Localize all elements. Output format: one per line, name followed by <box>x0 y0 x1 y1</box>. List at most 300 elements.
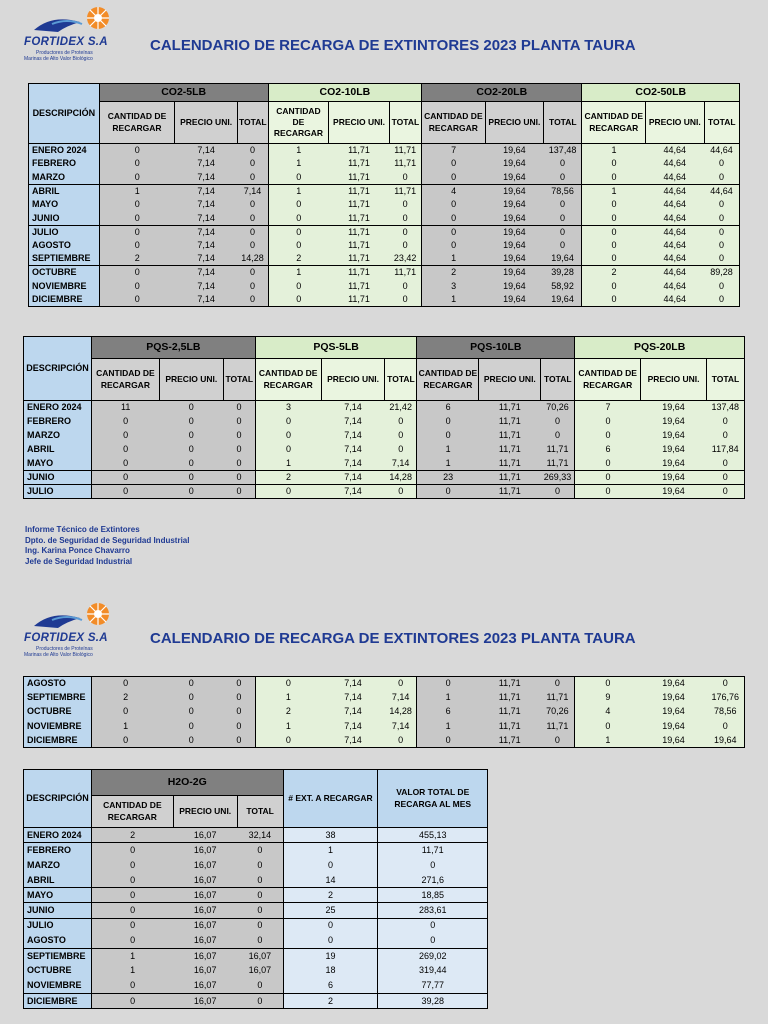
company-name: FORTIDEX S.A <box>24 632 108 644</box>
value-cell: 137,48 <box>706 401 744 415</box>
value-cell: 11,71 <box>479 705 541 719</box>
value-cell: 0 <box>389 198 421 212</box>
month-cell: DICIEMBRE <box>24 733 92 747</box>
value-cell: 0 <box>268 239 329 253</box>
value-cell: 4 <box>575 705 641 719</box>
table-row <box>24 485 745 499</box>
value-cell: 0 <box>283 933 378 948</box>
value-cell: 0 <box>99 144 175 158</box>
value-cell: 1 <box>99 184 175 198</box>
value-cell: 44,64 <box>646 157 705 171</box>
value-cell: 7,14 <box>385 719 417 733</box>
value-cell: 0 <box>91 994 173 1009</box>
col-cantidad: CANTIDAD DE RECARGAR <box>91 359 159 401</box>
table-row <box>29 144 740 158</box>
month-cell: JUNIO <box>29 211 100 225</box>
value-cell: 7,14 <box>175 144 238 158</box>
value-cell: 9 <box>575 691 641 705</box>
value-cell: 0 <box>159 691 223 705</box>
value-cell: 11,71 <box>329 225 390 239</box>
value-cell: 7,14 <box>321 429 385 443</box>
value-cell: 0 <box>544 157 582 171</box>
value-cell: 0 <box>706 457 744 471</box>
value-cell: 11,71 <box>378 843 488 858</box>
table-row <box>29 252 740 266</box>
value-cell: 0 <box>159 443 223 457</box>
value-cell: 1 <box>422 252 486 266</box>
value-cell: 39,28 <box>544 266 582 280</box>
value-cell: 0 <box>385 429 417 443</box>
col-total: TOTAL <box>223 359 255 401</box>
value-cell: 0 <box>159 485 223 499</box>
value-cell: 0 <box>237 157 268 171</box>
month-cell: OCTUBRE <box>24 963 92 978</box>
company-name: FORTIDEX S.A <box>24 36 108 48</box>
col-total: TOTAL <box>706 359 744 401</box>
value-cell: 11,71 <box>479 733 541 747</box>
value-cell: 1 <box>283 843 378 858</box>
col-precio: PRECIO UNI. <box>646 102 705 144</box>
value-cell: 6 <box>283 978 378 993</box>
value-cell: 18 <box>283 963 378 978</box>
value-cell: 77,77 <box>378 978 488 993</box>
value-cell: 0 <box>237 225 268 239</box>
value-cell: 19,64 <box>485 144 544 158</box>
value-cell: 271,6 <box>378 873 488 888</box>
col-cantidad: CANTIDAD DE RECARGAR <box>91 796 173 828</box>
value-cell: 39,28 <box>378 994 488 1009</box>
month-cell: ABRIL <box>24 873 92 888</box>
value-cell: 269,33 <box>541 471 575 485</box>
month-cell: MAYO <box>24 888 92 903</box>
col-total: TOTAL <box>237 796 283 828</box>
value-cell: 19,64 <box>641 705 707 719</box>
value-cell: 44,64 <box>646 279 705 293</box>
value-cell: 0 <box>385 733 417 747</box>
value-cell: 0 <box>223 457 255 471</box>
footer-line-1: Informe Técnico de Extintores <box>25 525 140 534</box>
table-row <box>24 705 745 719</box>
value-cell: 0 <box>704 293 739 307</box>
value-cell: 11,71 <box>329 279 390 293</box>
value-cell: 0 <box>99 266 175 280</box>
value-cell: 11,71 <box>541 443 575 457</box>
month-cell: DICIEMBRE <box>24 994 92 1009</box>
table-row <box>29 293 740 307</box>
table-row <box>29 225 740 239</box>
month-cell: JULIO <box>29 225 100 239</box>
value-cell: 0 <box>91 918 173 933</box>
value-cell: 19,64 <box>485 279 544 293</box>
value-cell: 0 <box>417 485 479 499</box>
value-cell: 23,42 <box>389 252 421 266</box>
value-cell: 11,71 <box>479 677 541 691</box>
value-cell: 7,14 <box>385 691 417 705</box>
value-cell: 21,42 <box>385 401 417 415</box>
value-cell: 7,14 <box>321 471 385 485</box>
value-cell: 44,64 <box>646 293 705 307</box>
value-cell: 0 <box>389 239 421 253</box>
value-cell: 0 <box>237 873 283 888</box>
value-cell: 19,64 <box>641 733 707 747</box>
value-cell: 0 <box>704 239 739 253</box>
col-total: TOTAL <box>541 359 575 401</box>
table-row <box>29 157 740 171</box>
table-row <box>29 198 740 212</box>
value-cell: 70,26 <box>541 401 575 415</box>
value-cell: 0 <box>704 198 739 212</box>
value-cell: 11,71 <box>479 485 541 499</box>
logo-fish-wheel-icon <box>22 600 122 634</box>
value-cell: 44,64 <box>646 198 705 212</box>
value-cell: 7,14 <box>175 171 238 185</box>
col-cantidad: CANTIDAD DE RECARGAR <box>255 359 321 401</box>
value-cell: 0 <box>541 733 575 747</box>
table-row <box>24 903 488 918</box>
value-cell: 19,64 <box>485 225 544 239</box>
value-cell: 16,07 <box>173 888 237 903</box>
value-cell: 44,64 <box>646 225 705 239</box>
table-row <box>24 828 488 843</box>
page-title: CALENDARIO DE RECARGA DE EXTINTORES 2023 PLANTA TAURA <box>150 37 636 54</box>
month-cell: ENERO 2024 <box>29 144 100 158</box>
month-cell: NOVIEMBRE <box>29 279 100 293</box>
table-row <box>24 471 745 485</box>
value-cell: 11,71 <box>479 471 541 485</box>
value-cell: 3 <box>422 279 486 293</box>
col-descripcion: DESCRIPCIÓN <box>24 337 92 401</box>
value-cell: 0 <box>91 978 173 993</box>
value-cell: 1 <box>417 719 479 733</box>
value-cell: 6 <box>417 705 479 719</box>
value-cell: 0 <box>91 471 159 485</box>
value-cell: 0 <box>385 485 417 499</box>
value-cell: 44,64 <box>646 252 705 266</box>
company-tagline-1: Productores de Proteínas <box>36 50 93 56</box>
value-cell: 0 <box>91 429 159 443</box>
month-cell: JULIO <box>24 485 92 499</box>
value-cell: 0 <box>223 705 255 719</box>
month-cell: MAYO <box>29 198 100 212</box>
value-cell: 11,71 <box>329 144 390 158</box>
value-cell: 0 <box>575 457 641 471</box>
value-cell: 0 <box>159 415 223 429</box>
col-cantidad: CANTIDAD DE RECARGAR <box>417 359 479 401</box>
company-logo-2 <box>22 600 122 658</box>
col-precio: PRECIO UNI. <box>175 102 238 144</box>
value-cell: 0 <box>159 401 223 415</box>
month-cell: MARZO <box>24 429 92 443</box>
value-cell: 0 <box>159 457 223 471</box>
value-cell: 0 <box>223 443 255 457</box>
value-cell: 0 <box>389 279 421 293</box>
month-cell: ABRIL <box>24 443 92 457</box>
value-cell: 78,56 <box>706 705 744 719</box>
value-cell: 19,64 <box>641 429 707 443</box>
value-cell: 0 <box>268 293 329 307</box>
table-row <box>24 443 745 457</box>
value-cell: 0 <box>422 171 486 185</box>
value-cell: 0 <box>283 858 378 873</box>
month-cell: NOVIEMBRE <box>24 719 92 733</box>
value-cell: 0 <box>268 198 329 212</box>
value-cell: 0 <box>575 415 641 429</box>
table-row <box>29 171 740 185</box>
pqs-recharge-table-part2 <box>23 676 745 748</box>
value-cell: 11,71 <box>479 691 541 705</box>
value-cell: 1 <box>255 457 321 471</box>
value-cell: 2 <box>422 266 486 280</box>
value-cell: 1 <box>255 719 321 733</box>
value-cell: 0 <box>385 415 417 429</box>
value-cell: 11,71 <box>329 157 390 171</box>
value-cell: 7,14 <box>321 705 385 719</box>
value-cell: 0 <box>422 157 486 171</box>
value-cell: 19,64 <box>485 157 544 171</box>
value-cell: 19,64 <box>641 443 707 457</box>
value-cell: 19,64 <box>641 401 707 415</box>
company-tagline-2: Marinas de Alto Valor Biológico <box>24 652 93 658</box>
value-cell: 16,07 <box>173 873 237 888</box>
value-cell: 19,64 <box>485 252 544 266</box>
pqs-recharge-table-part1 <box>23 336 745 499</box>
value-cell: 0 <box>422 198 486 212</box>
value-cell: 0 <box>255 485 321 499</box>
value-cell: 11,71 <box>329 171 390 185</box>
group-co2-10lb: CO2-10LB <box>268 84 421 102</box>
value-cell: 7,14 <box>175 157 238 171</box>
value-cell: 0 <box>417 429 479 443</box>
col-descripcion: DESCRIPCIÓN <box>24 770 92 828</box>
value-cell: 0 <box>544 239 582 253</box>
value-cell: 0 <box>389 171 421 185</box>
value-cell: 0 <box>223 733 255 747</box>
table-row <box>24 858 488 873</box>
value-cell: 16,07 <box>173 963 237 978</box>
value-cell: 0 <box>223 719 255 733</box>
col-total: TOTAL <box>544 102 582 144</box>
value-cell: 0 <box>541 429 575 443</box>
table-row <box>29 266 740 280</box>
group-pqs-2-5lb: PQS-2,5LB <box>91 337 255 359</box>
table-row <box>29 239 740 253</box>
value-cell: 7,14 <box>237 184 268 198</box>
value-cell: 7,14 <box>385 457 417 471</box>
value-cell: 0 <box>706 485 744 499</box>
col-total: TOTAL <box>385 359 417 401</box>
table-row <box>24 978 488 993</box>
month-cell: DICIEMBRE <box>29 293 100 307</box>
value-cell: 14,28 <box>385 705 417 719</box>
value-cell: 19,64 <box>706 733 744 747</box>
value-cell: 7,14 <box>321 457 385 471</box>
company-tagline-2: Marinas de Alto Valor Biológico <box>24 56 93 62</box>
value-cell: 0 <box>223 691 255 705</box>
value-cell: 0 <box>582 279 646 293</box>
value-cell: 19,64 <box>641 719 707 733</box>
h2o-recharge-table <box>23 769 488 1009</box>
value-cell: 0 <box>237 933 283 948</box>
value-cell: 11,71 <box>389 157 421 171</box>
table-row <box>24 888 488 903</box>
value-cell: 0 <box>544 211 582 225</box>
table-row <box>24 873 488 888</box>
value-cell: 1 <box>91 948 173 963</box>
value-cell: 0 <box>237 994 283 1009</box>
col-precio: PRECIO UNI. <box>159 359 223 401</box>
group-h2o-2g: H2O-2G <box>91 770 283 796</box>
col-cantidad: CANTIDAD DE RECARGAR <box>582 102 646 144</box>
value-cell: 11,71 <box>329 239 390 253</box>
value-cell: 0 <box>541 415 575 429</box>
value-cell: 0 <box>704 171 739 185</box>
value-cell: 7,14 <box>175 252 238 266</box>
value-cell: 0 <box>99 157 175 171</box>
value-cell: 0 <box>223 415 255 429</box>
value-cell: 1 <box>268 157 329 171</box>
value-cell: 0 <box>378 918 488 933</box>
value-cell: 0 <box>378 933 488 948</box>
value-cell: 0 <box>255 429 321 443</box>
value-cell: 0 <box>91 457 159 471</box>
value-cell: 7,14 <box>175 279 238 293</box>
value-cell: 19,64 <box>485 184 544 198</box>
value-cell: 0 <box>237 144 268 158</box>
value-cell: 7,14 <box>321 733 385 747</box>
value-cell: 0 <box>541 485 575 499</box>
month-cell: JUNIO <box>24 471 92 485</box>
value-cell: 0 <box>91 443 159 457</box>
month-cell: JUNIO <box>24 903 92 918</box>
value-cell: 11,71 <box>389 266 421 280</box>
table-row <box>24 457 745 471</box>
table-row <box>24 933 488 948</box>
value-cell: 0 <box>268 171 329 185</box>
value-cell: 6 <box>417 401 479 415</box>
col-total: TOTAL <box>389 102 421 144</box>
value-cell: 0 <box>159 677 223 691</box>
logo-fish-wheel-icon <box>22 4 122 38</box>
value-cell: 1 <box>417 691 479 705</box>
value-cell: 16,07 <box>173 858 237 873</box>
value-cell: 0 <box>91 933 173 948</box>
value-cell: 38 <box>283 828 378 843</box>
value-cell: 44,64 <box>646 144 705 158</box>
footer-line-4: Jefe de Seguridad Industrial <box>25 556 133 566</box>
value-cell: 32,14 <box>237 828 283 843</box>
value-cell: 1 <box>268 144 329 158</box>
value-cell: 0 <box>422 225 486 239</box>
value-cell: 11,71 <box>541 457 575 471</box>
value-cell: 0 <box>575 677 641 691</box>
value-cell: 0 <box>575 485 641 499</box>
value-cell: 0 <box>389 211 421 225</box>
month-cell: JULIO <box>24 918 92 933</box>
value-cell: 7,14 <box>175 266 238 280</box>
value-cell: 455,13 <box>378 828 488 843</box>
value-cell: 2 <box>582 266 646 280</box>
month-cell: ENERO 2024 <box>24 828 92 843</box>
value-cell: 11,71 <box>329 211 390 225</box>
table-row <box>24 691 745 705</box>
value-cell: 16,07 <box>173 994 237 1009</box>
value-cell: 269,02 <box>378 948 488 963</box>
value-cell: 0 <box>237 279 268 293</box>
value-cell: 0 <box>544 225 582 239</box>
value-cell: 0 <box>706 677 744 691</box>
month-cell: AGOSTO <box>24 933 92 948</box>
col-cantidad: CANTIDAD DE RECARGAR <box>575 359 641 401</box>
value-cell: 0 <box>255 733 321 747</box>
value-cell: 3 <box>255 401 321 415</box>
value-cell: 1 <box>255 691 321 705</box>
value-cell: 0 <box>385 443 417 457</box>
value-cell: 0 <box>237 858 283 873</box>
value-cell: 0 <box>99 198 175 212</box>
value-cell: 11,71 <box>541 719 575 733</box>
value-cell: 0 <box>237 293 268 307</box>
value-cell: 0 <box>378 858 488 873</box>
value-cell: 0 <box>544 171 582 185</box>
value-cell: 0 <box>237 198 268 212</box>
col-precio: PRECIO UNI. <box>173 796 237 828</box>
value-cell: 0 <box>237 903 283 918</box>
month-cell: AGOSTO <box>29 239 100 253</box>
value-cell: 16,07 <box>173 843 237 858</box>
value-cell: 0 <box>237 266 268 280</box>
month-cell: OCTUBRE <box>24 705 92 719</box>
value-cell: 58,92 <box>544 279 582 293</box>
value-cell: 0 <box>91 677 159 691</box>
value-cell: 176,76 <box>706 691 744 705</box>
company-tagline-1: Productores de Proteínas <box>36 646 93 652</box>
table-row <box>24 429 745 443</box>
month-cell: MARZO <box>24 858 92 873</box>
value-cell: 0 <box>99 211 175 225</box>
value-cell: 0 <box>223 677 255 691</box>
value-cell: 0 <box>223 401 255 415</box>
footer-line-3: Ing. Karina Ponce Chavarro <box>25 546 130 555</box>
month-cell: SEPTIEMBRE <box>29 252 100 266</box>
table-row <box>29 211 740 225</box>
value-cell: 44,64 <box>704 144 739 158</box>
value-cell: 0 <box>268 225 329 239</box>
value-cell: 1 <box>575 733 641 747</box>
month-cell: ENERO 2024 <box>24 401 92 415</box>
value-cell: 19 <box>283 948 378 963</box>
value-cell: 283,61 <box>378 903 488 918</box>
value-cell: 0 <box>422 211 486 225</box>
value-cell: 44,64 <box>646 171 705 185</box>
table-row <box>24 948 488 963</box>
value-cell: 0 <box>582 239 646 253</box>
value-cell: 1 <box>417 443 479 457</box>
table-row <box>24 415 745 429</box>
value-cell: 7,14 <box>175 293 238 307</box>
value-cell: 0 <box>704 252 739 266</box>
col-cantidad: CANTIDAD DE RECARGAR <box>422 102 486 144</box>
col-valor-total: VALOR TOTAL DE RECARGA AL MES <box>378 770 488 828</box>
value-cell: 16,07 <box>173 978 237 993</box>
report-footer <box>25 525 189 567</box>
value-cell: 0 <box>544 198 582 212</box>
value-cell: 0 <box>91 873 173 888</box>
value-cell: 2 <box>268 252 329 266</box>
value-cell: 1 <box>268 184 329 198</box>
col-descripcion: DESCRIPCIÓN <box>29 84 100 144</box>
page-title-2: CALENDARIO DE RECARGA DE EXTINTORES 2023 PLANTA TAURA <box>150 630 636 647</box>
value-cell: 0 <box>706 471 744 485</box>
